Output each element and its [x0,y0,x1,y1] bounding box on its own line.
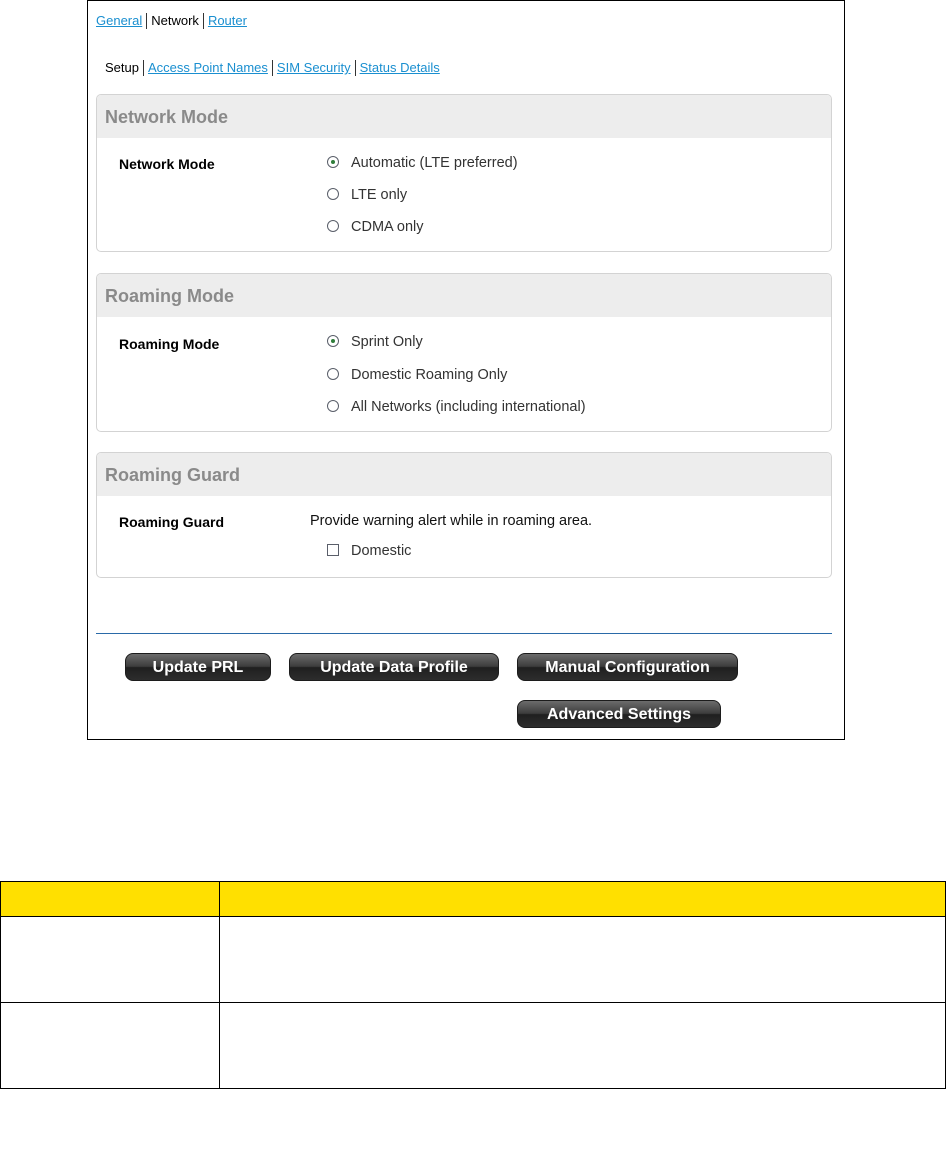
option-label: Sprint Only [351,334,423,350]
roaming-guard-description: Provide warning alert while in roaming area. [310,513,593,529]
update-prl-button[interactable]: Update PRL [125,653,271,681]
roaming-guard-heading: Roaming Guard [97,453,831,496]
network-mode-heading: Network Mode [97,95,831,138]
table-cell [220,1003,946,1089]
table-header-cell [220,882,946,917]
subnav-status-details-link[interactable]: Status Details [359,60,440,75]
sub-nav [105,59,440,77]
subnav-access-point-names-link[interactable]: Access Point Names [147,60,268,75]
roaming-guard-label: Roaming Guard [119,514,225,530]
nav-router-link[interactable]: Router [207,13,247,28]
radio-selected-icon[interactable] [327,335,339,347]
network-mode-option-lte-only[interactable] [327,186,407,204]
option-label: CDMA only [351,219,424,235]
advanced-settings-button[interactable]: Advanced Settings [517,700,721,728]
nav-separator [355,60,356,76]
nav-separator [143,60,144,76]
roaming-mode-label: Roaming Mode [119,336,220,352]
top-nav [96,12,247,30]
radio-icon[interactable] [327,368,339,380]
table-cell [1,1003,220,1089]
nav-network-current: Network [151,13,199,28]
network-mode-option-cdma-only[interactable] [327,218,424,236]
info-table [0,881,946,1089]
checkbox-icon[interactable] [327,544,339,556]
radio-icon[interactable] [327,400,339,412]
option-label: Automatic (LTE preferred) [351,155,518,171]
network-mode-panel [96,94,832,252]
subnav-sim-security-link[interactable]: SIM Security [276,60,351,75]
option-label: LTE only [351,187,408,203]
update-data-profile-button[interactable]: Update Data Profile [289,653,499,681]
button-divider [96,633,832,634]
roaming-mode-option-domestic[interactable] [327,366,507,384]
table-row [1,917,946,1003]
option-label: Domestic Roaming Only [351,367,508,383]
table-row [1,1003,946,1089]
roaming-mode-heading: Roaming Mode [97,274,831,317]
nav-separator [272,60,273,76]
checkbox-label: Domestic [351,543,412,559]
roaming-mode-option-sprint-only[interactable] [327,333,423,351]
network-mode-label: Network Mode [119,156,215,172]
option-label: All Networks (including international) [351,399,586,415]
radio-icon[interactable] [327,220,339,232]
network-mode-option-automatic[interactable] [327,154,518,172]
roaming-mode-panel [96,273,832,432]
table-cell [1,917,220,1003]
table-cell [220,917,946,1003]
roaming-guard-domestic-option[interactable] [327,542,411,560]
subnav-setup-current: Setup [105,60,139,75]
nav-general-link[interactable]: General [96,13,143,28]
table-header-cell [1,882,220,917]
radio-selected-icon[interactable] [327,156,339,168]
table-header-row [1,882,946,917]
settings-screenshot [87,0,845,740]
nav-separator [146,13,147,29]
roaming-mode-option-all-networks[interactable] [327,398,586,416]
roaming-guard-panel [96,452,832,578]
radio-icon[interactable] [327,188,339,200]
manual-configuration-button[interactable]: Manual Configuration [517,653,738,681]
nav-separator [203,13,204,29]
